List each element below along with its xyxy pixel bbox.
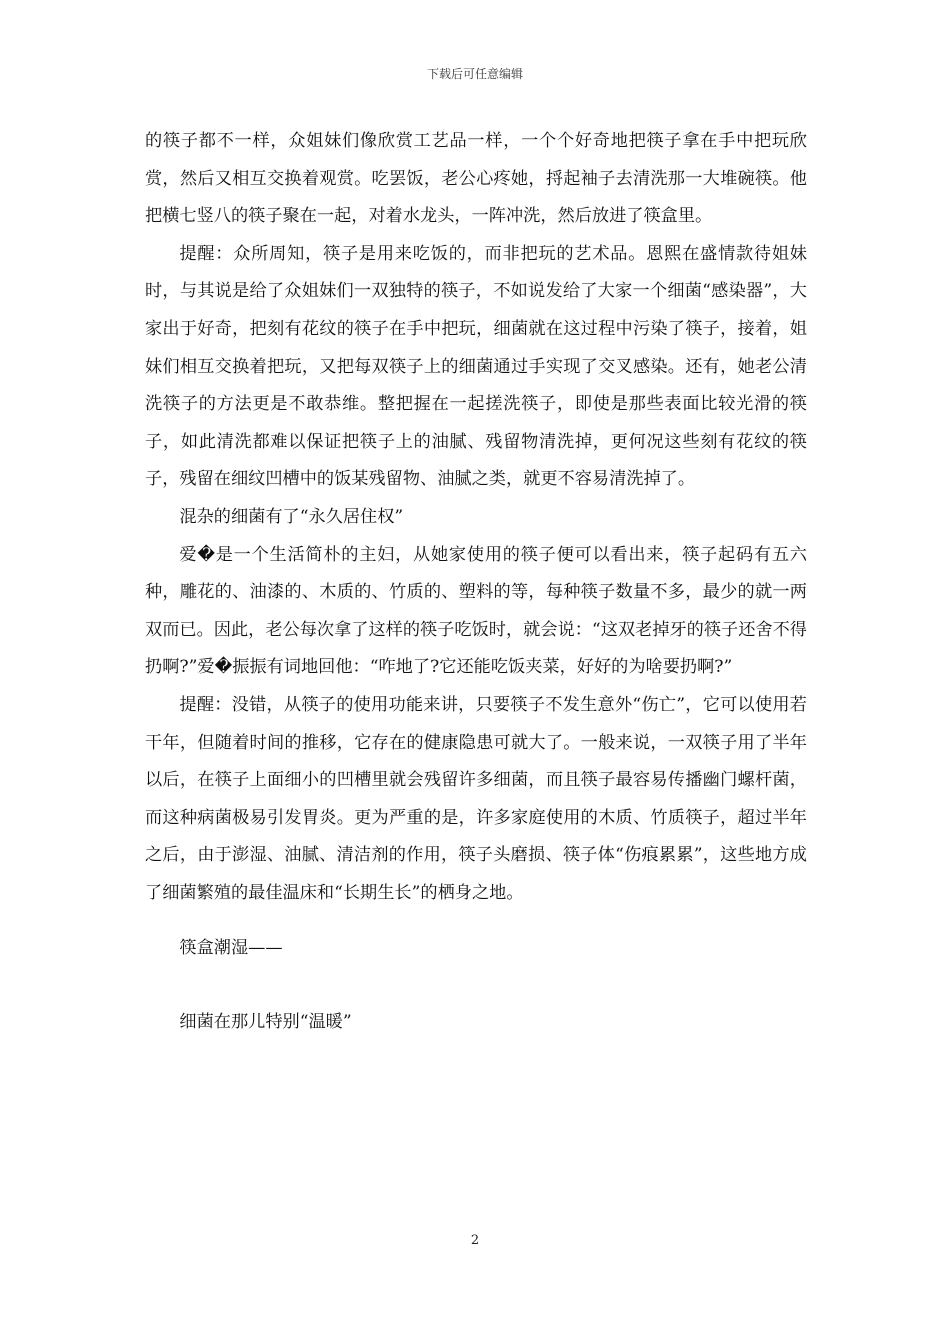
paragraph-3: 爱�是一个生活简朴的主妇，从她家使用的筷子便可以看出来，筷子起码有五六种，雕花的、油漆的、木质的、竹质的、塑料的等，每种筷子数量不多，最少的就一两双而已。因此，老公每次拿了这样的筷子吃饭时，就会说：“这双老掉牙的筷子还舍不得扔啊?”爱�振振有词地回他：“咋地了?它还能吃饭夹菜，好好的为啥要扔啊?” xyxy=(145,544,807,678)
section-heading-3: 细菌在那儿特别“温暖” xyxy=(179,1012,352,1033)
paragraph-4: 提醒：没错，从筷子的使用功能来讲，只要筷子不发生意外“伤亡”，它可以使用若干年，但随着时间的推移，它存在的健康隐患可就大了。一般来说，一双筷子用了半年以后，在筷子上面细小的凹槽里就会残留许多细菌，而且筷子最容易传播幽门螺杆菌，而这种病菌极易引发胃炎。更为严重的是，许多家庭使用的木质、竹质筷子，超过半年之后，由于澎湿、油腻、清洁剂的作用，筷子头磨损、筷子体“伤痕累累”，这些地方成了细菌繁殖的最佳温床和“长期生长”的栖身之地。 xyxy=(145,694,807,903)
page-number: 2 xyxy=(470,1233,480,1248)
section-heading-1: 混杂的细菌有了“永久居住权” xyxy=(179,506,404,527)
section-heading-2: 筷盒潮湿—— xyxy=(179,938,283,959)
page-header: 下载后可任意编辑 xyxy=(426,67,523,81)
paragraph-2: 提醒：众所周知，筷子是用来吃饭的，而非把玩的艺术品。恩熙在盛情款待姐妹时，与其说是给了众姐妹们一双独特的筷子，不如说发给了大家一个细菌“感染器”，大家出于好奇，把刻有花纹的筷子在手中把玩，细菌就在这过程中污染了筷子，接着，姐妹们相互交换着把玩，又把每双筷子上的细菌通过手实现了交叉感染。还有，她老公清洗筷子的方法更是不敢恭维。整把握在一起搓洗筷子，即使是那些表面比较光滑的筷子，如此清洗都难以保证把筷子上的油腻、残留物清洗掉，更何况这些刻有花纹的筷子，残留在细纹凹槽中的饭某残留物、油腻之类，就更不容易清洗掉了。 xyxy=(145,243,807,490)
document-body xyxy=(145,123,807,1042)
paragraph-1: 的筷子都不一样，众姐妹们像欣赏工艺品一样，一个个好奇地把筷子拿在手中把玩欣赏，然后又相互交换着观赏。吃罢饭，老公心疼她，捋起袖子去清洗那一大堆碗筷。他把横七竖八的筷子聚在一起，对着水龙头，一阵冲洗，然后放进了筷盒里。 xyxy=(145,131,807,227)
